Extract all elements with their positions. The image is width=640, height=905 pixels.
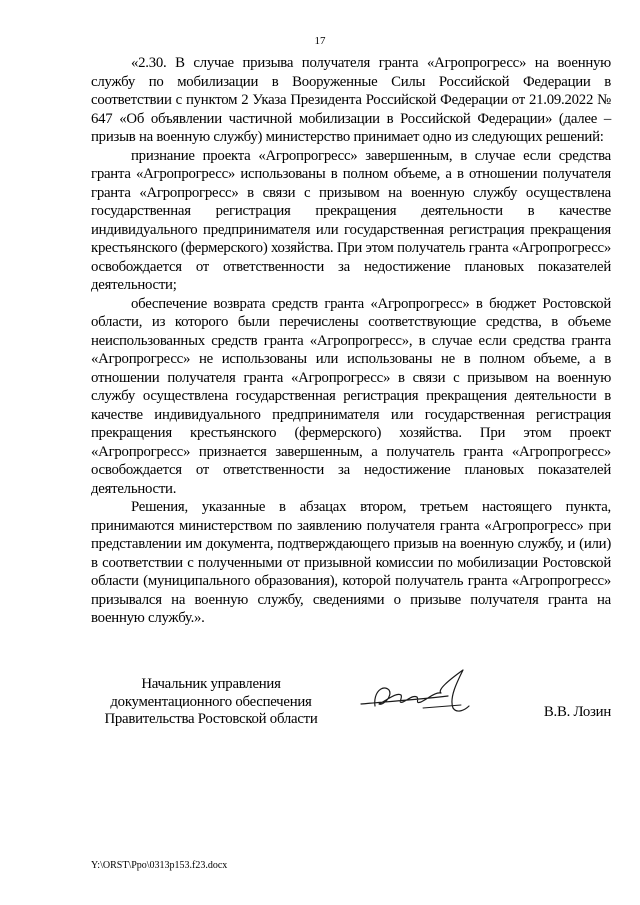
page-number: 17 [314, 35, 326, 47]
paragraph-decision-completed: признание проекта «Агропрогресс» завершенным, в случае если средства гранта «Агропрогресс» использованы в полном объеме, а в отношении получателя гранта «Агропрогресс» в связи с призывом на военную службу осуществлена государственная регистрация прекращения деятельности в качестве индивидуального предпринимателя или государственная регистрация прекращения крестьянского (фермерского) хозяйства. При этом получатель гранта «Агропрогресс» освобождается от ответственности за недостижение плановых показателей деятельности; [91, 147, 611, 293]
paragraph-clause-2-30: «2.30. В случае призыва получателя гранта «Агропрогресс» на военную службу по мобилизации в Вооруженные Силы Российской Федерации в соответствии с пунктом 2 Указа Президента Российской Федерации от 21.09.2022 № 647 «Об объявлении частичной мобилизации в Российской Федерации» (далее – призыв на военную службу) министерство принимает одно из следующих решений: [91, 55, 611, 145]
signature-block [91, 676, 611, 736]
paragraph-decision-procedure: Решения, указанные в абзацах втором, третьем настоящего пункта, принимаются министерством по заявлению получателя гранта «Агропрогресс» при представлении им документа, подтверждающего призыв на военную службу, и (или) в соответствии с полученными от призывной комиссии по мобилизации Ростовской области (муниципального образования), которой получатель гранта «Агропрогресс» призывался на военную службу, сведениями о призыве получателя гранта на военную службу.». [91, 499, 611, 626]
signatory-title-line: документационного обеспечения [110, 693, 312, 710]
signatory-title-line: Начальник управления [141, 676, 281, 692]
handwritten-signature [353, 662, 493, 724]
signatory-title [91, 676, 331, 729]
document-body [91, 54, 611, 628]
paragraph-decision-refund: обеспечение возврата средств гранта «Агропрогресс» в бюджет Ростовской области, из которого были перечислены соответствующие средства, в объеме неиспользованных средств гранта «Агропрогресс», в случае если средства гранта «Агропрогресс» не использованы или использованы не в полном объеме, а в отношении получателя гранта «Агропрогресс» в связи с призывом на военную службу осуществлена государственная регистрация прекращения деятельности в качестве индивидуального предпринимателя или государственная регистрация прекращения крестьянского (фермерского) хозяйства. При этом проект «Агропрогресс» признается завершенным, а получатель гранта «Агропрогресс» освобождается от ответственности за недостижение плановых показателей деятельности. [91, 295, 611, 497]
file-path-footer: Y:\ORST\Ppo\0313p153.f23.docx [91, 860, 228, 871]
signatory-name: В.В. Лозин [543, 704, 611, 720]
signatory-title-line: Правительства Ростовской области [104, 711, 318, 727]
